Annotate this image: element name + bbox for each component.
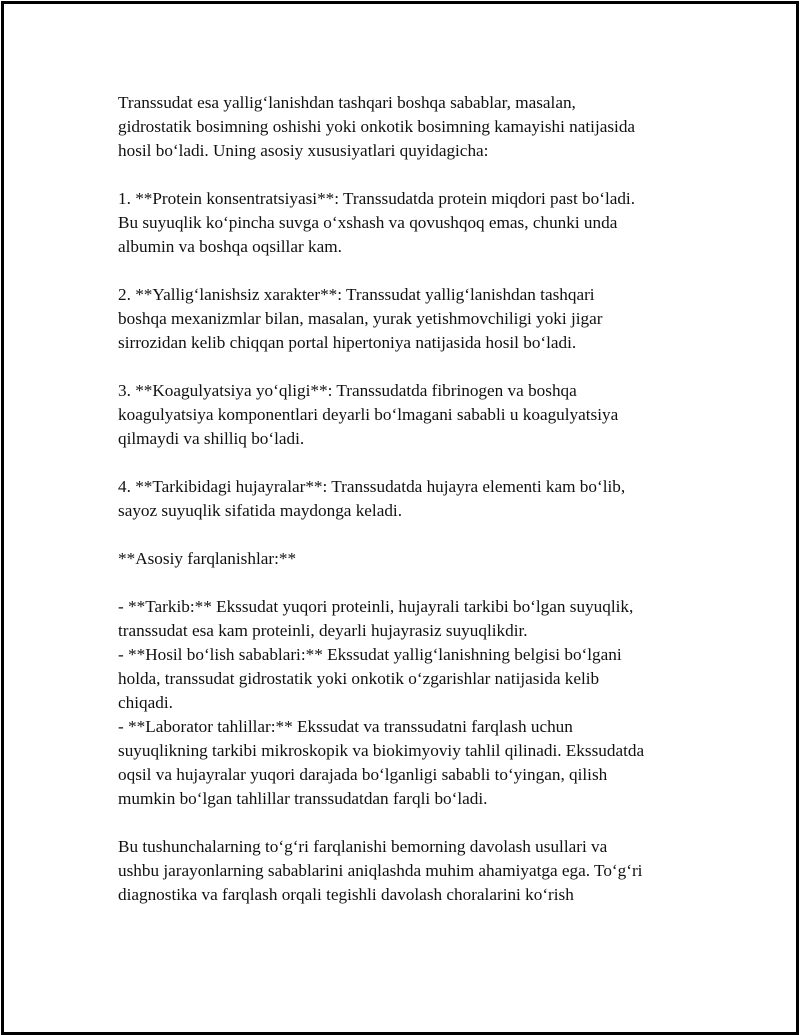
text-line: holda, transsudat gidrostatik yoki onkotik o‘zgarishlar natijasida kelib: [118, 669, 600, 688]
text-line: Transsudat esa yallig‘lanishdan tashqari boshqa sabablar, masalan,: [118, 93, 576, 112]
list-item-character: [118, 283, 698, 355]
text-line: - **Hosil bo‘lish sabablari:** Ekssudat yallig‘lanishning belgisi bo‘lgani: [118, 645, 622, 664]
section-heading: [118, 547, 698, 571]
text-line: chiqadi.: [118, 693, 173, 712]
text-line: suyuqlikning tarkibi mikroskopik va biokimyoviy tahlil qilinadi. Ekssudatda: [118, 741, 645, 760]
text-line: boshqa mexanizmlar bilan, masalan, yurak yetishmovchiligi yoki jigar: [118, 309, 603, 328]
text-line: sirrozidan kelib chiqqan portal hipertoniya natijasida hosil bo‘ladi.: [118, 333, 577, 352]
list-item-coagulation: [118, 379, 698, 451]
text-line: - **Laborator tahlillar:** Ekssudat va transsudatni farqlash uchun: [118, 717, 573, 736]
text-line: 2. **Yallig‘lanishsiz xarakter**: Transsudat yallig‘lanishdan tashqari: [118, 285, 595, 304]
text-line: albumin va boshqa oqsillar kam.: [118, 237, 342, 256]
text-line: diagnostika va farqlash orqali tegishli davolash choralarini ko‘rish: [118, 885, 574, 904]
text-line: transsudat esa kam proteinli, deyarli hujayrasiz suyuqlikdir.: [118, 621, 528, 640]
list-item-cells: [118, 475, 698, 523]
text-line: Bu tushunchalarning to‘g‘ri farqlanishi bemorning davolash usullari va: [118, 837, 608, 856]
text-line: 1. **Protein konsentratsiyasi**: Transsudatda protein miqdori past bo‘ladi.: [118, 189, 636, 208]
text-line: qilmaydi va shilliq bo‘ladi.: [118, 429, 305, 448]
differences-list: [118, 595, 698, 811]
text-line: ushbu jarayonlarning sabablarini aniqlashda muhim ahamiyatga ega. To‘g‘ri: [118, 861, 643, 880]
conclusion-paragraph: [118, 835, 698, 907]
text-line: mumkin bo‘lgan tahlillar transsudatdan farqli bo‘ladi.: [118, 789, 488, 808]
text-line: hosil bo‘ladi. Uning asosiy xususiyatlari quyidagicha:: [118, 141, 489, 160]
heading-text: **Asosiy farqlanishlar:**: [118, 549, 297, 568]
text-line: - **Tarkib:** Ekssudat yuqori proteinli, hujayrali tarkibi bo‘lgan suyuqlik,: [118, 597, 634, 616]
text-line: 4. **Tarkibidagi hujayralar**: Transsudatda hujayra elementi kam bo‘lib,: [118, 477, 626, 496]
text-line: koagulyatsiya komponentlari deyarli bo‘lmagani sababli u koagulyatsiya: [118, 405, 619, 424]
list-item-protein: [118, 187, 698, 259]
text-line: oqsil va hujayralar yuqori darajada bo‘lganligi sababli to‘yingan, qilish: [118, 765, 608, 784]
text-line: 3. **Koagulyatsiya yo‘qligi**: Transsudatda fibrinogen va boshqa: [118, 381, 577, 400]
text-line: Bu suyuqlik ko‘pincha suvga o‘xshash va qovushqoq emas, chunki unda: [118, 213, 618, 232]
intro-paragraph: [118, 91, 698, 163]
document-body: [118, 91, 698, 931]
text-line: gidrostatik bosimning oshishi yoki onkotik bosimning kamayishi natijasida: [118, 117, 636, 136]
text-line: sayoz suyuqlik sifatida maydonga keladi.: [118, 501, 403, 520]
